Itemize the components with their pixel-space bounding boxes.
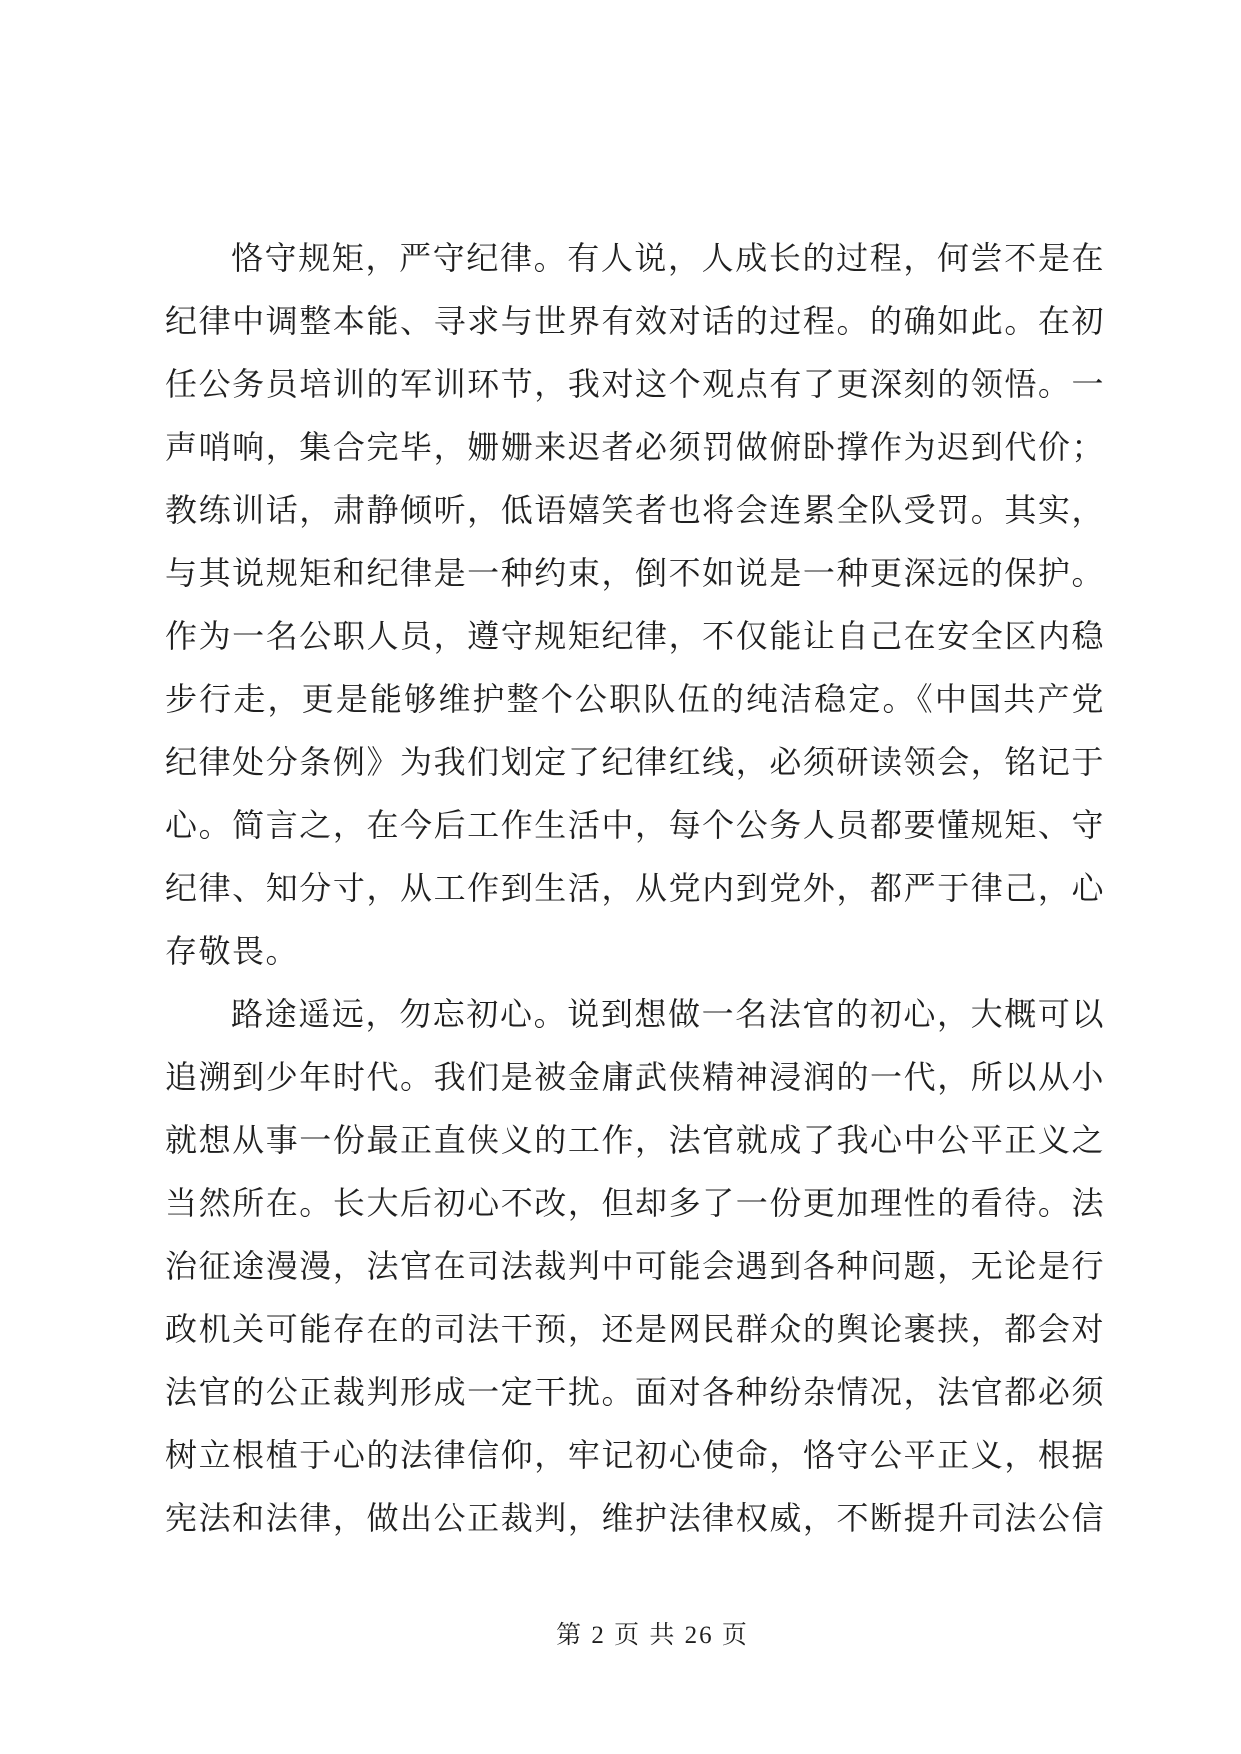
text-line: 作为一名公职人员，遵守规矩纪律，不仅能让自己在安全区内稳 (165, 618, 1105, 654)
text-line: 宪法和法律，做出公正裁判，维护法律权威，不断提升司法公信 (165, 1500, 1105, 1536)
page-footer (0, 1620, 1241, 1652)
text-line: 就想从事一份最正直侠义的工作，法官就成了我心中公平正义之 (165, 1122, 1105, 1158)
text-line: 存敬畏。 (165, 933, 300, 969)
text-line: 追溯到少年时代。我们是被金庸武侠精神浸润的一代，所以从小 (165, 1059, 1105, 1095)
text-line: 路途遥远，勿忘初心。说到想做一名法官的初心，大概可以 (231, 996, 1105, 1032)
page-number-text: 第 2 页 共 26 页 (556, 1622, 749, 1649)
text-line: 步行走，更是能够维护整个公职队伍的纯洁稳定。《中国共产党 (165, 681, 1105, 717)
text-line: 法官的公正裁判形成一定干扰。面对各种纷杂情况，法官都必须 (165, 1374, 1105, 1410)
text-line: 当然所在。长大后初心不改，但却多了一份更加理性的看待。法 (165, 1185, 1105, 1221)
text-line: 政机关可能存在的司法干预，还是网民群众的舆论裹挟，都会对 (165, 1311, 1105, 1347)
text-line: 任公务员培训的军训环节，我对这个观点有了更深刻的领悟。一 (165, 366, 1105, 402)
paragraph-2 (165, 983, 1105, 1550)
document-body (165, 227, 1105, 1550)
text-line: 恪守规矩，严守纪律。有人说，人成长的过程，何尝不是在 (231, 240, 1105, 276)
text-line: 教练训话，肃静倾听，低语嬉笑者也将会连累全队受罚。其实， (165, 492, 1105, 528)
text-line: 治征途漫漫，法官在司法裁判中可能会遇到各种问题，无论是行 (165, 1248, 1105, 1284)
paragraph-1 (165, 227, 1105, 983)
text-line: 声哨响，集合完毕，姗姗来迟者必须罚做俯卧撑作为迟到代价； (165, 429, 1105, 465)
text-line: 纪律中调整本能、寻求与世界有效对话的过程。的确如此。在初 (165, 303, 1105, 339)
text-line: 纪律处分条例》为我们划定了纪律红线，必须研读领会，铭记于 (165, 744, 1105, 780)
text-line: 心。简言之，在今后工作生活中，每个公务人员都要懂规矩、守 (165, 807, 1105, 843)
text-line: 树立根植于心的法律信仰，牢记初心使命，恪守公平正义，根据 (165, 1437, 1105, 1473)
text-line: 纪律、知分寸，从工作到生活，从党内到党外，都严于律己，心 (165, 870, 1105, 906)
text-line: 与其说规矩和纪律是一种约束，倒不如说是一种更深远的保护。 (165, 555, 1105, 591)
